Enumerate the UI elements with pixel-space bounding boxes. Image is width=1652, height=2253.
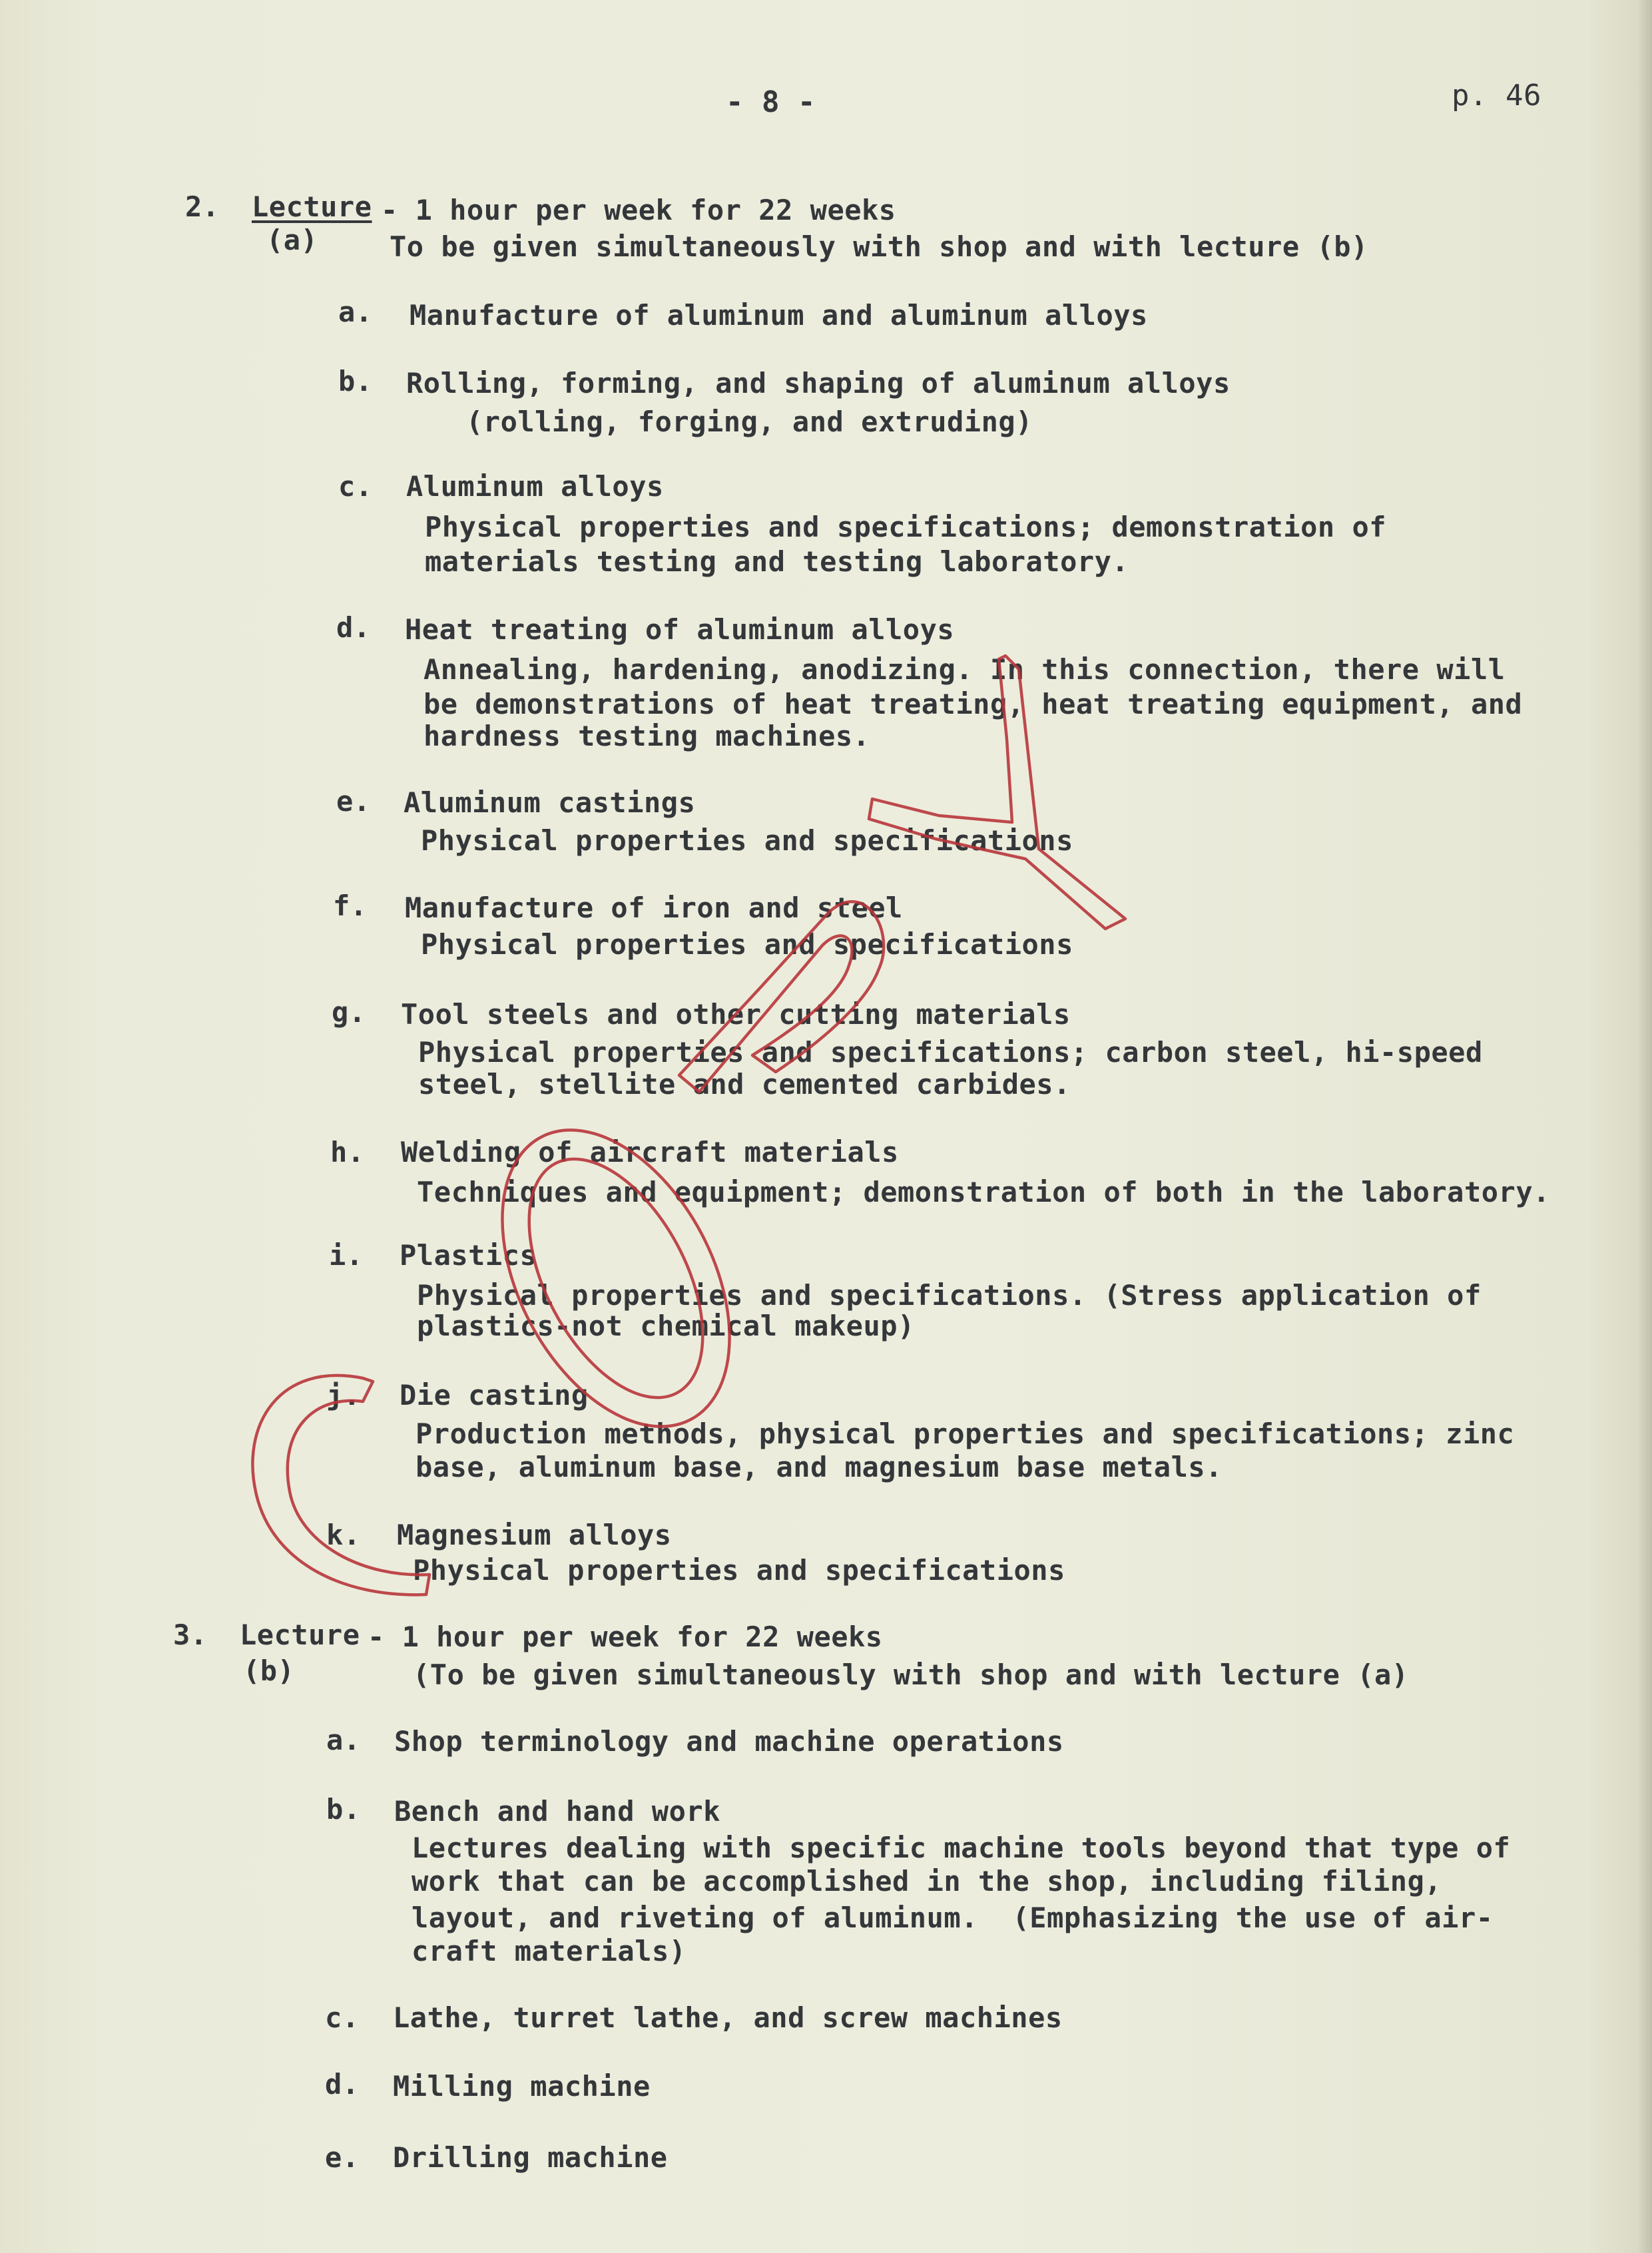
list-item-title: Bench and hand work	[394, 1795, 720, 1828]
list-item-title: Tool steels and other cutting materials	[401, 998, 1071, 1031]
list-item-letter: d.	[325, 2068, 360, 2101]
list-item-line: Production methods, physical properties and specifications; zinc	[415, 1417, 1515, 1450]
section-3-title-rest: - 1 hour per week for 22 weeks	[368, 1621, 883, 1653]
list-item-title: Welding of aircraft materials	[401, 1136, 899, 1168]
list-item-line: Physical properties and specifications. (Stress application of	[417, 1279, 1482, 1312]
section-2-note: To be given simultaneously with shop and with lecture (b)	[390, 230, 1368, 263]
page-number: - 8 -	[726, 85, 816, 119]
section-2-number: 2.	[185, 190, 220, 223]
list-item-title: Aluminum alloys	[406, 470, 664, 503]
list-item-title: Magnesium alloys	[397, 1519, 672, 1551]
list-item-line: Physical properties and specifications	[421, 928, 1073, 961]
section-3-note: (To be given simultaneously with shop and with lecture (a)	[413, 1658, 1409, 1691]
list-item-title: Die casting	[400, 1379, 589, 1411]
list-item-title: Drilling machine	[393, 2141, 668, 2174]
list-item-title: Milling machine	[393, 2070, 651, 2103]
page-reference: p. 46	[1452, 79, 1541, 113]
list-item-title: Manufacture of iron and steel	[405, 891, 903, 924]
list-item-letter: e.	[336, 785, 371, 818]
list-item-line: Techniques and equipment; demonstration of both in the laboratory.	[417, 1176, 1550, 1208]
list-item-line: Physical properties and specifications; carbon steel, hi-speed	[418, 1036, 1483, 1069]
list-item-letter: k.	[326, 1519, 361, 1551]
section-3-title: Lecture	[240, 1619, 360, 1651]
section-3-number: 3.	[173, 1619, 208, 1651]
list-item-line: hardness testing machines.	[423, 720, 870, 752]
list-item-letter: a.	[326, 1724, 361, 1756]
list-item-line: be demonstrations of heat treating, heat treating equipment, and	[423, 688, 1523, 720]
list-item-letter: c.	[325, 2001, 360, 2034]
list-item-line: materials testing and testing laboratory.	[425, 545, 1129, 578]
section-3-sub-label: (b)	[243, 1654, 295, 1687]
list-item-letter: f.	[333, 889, 368, 922]
list-item-letter: i.	[329, 1239, 364, 1272]
list-item-title: Heat treating of aluminum alloys	[405, 613, 955, 646]
section-2-sub-label: (a)	[266, 224, 318, 256]
list-item-letter: b.	[338, 365, 373, 397]
list-item-letter: g.	[332, 996, 366, 1029]
list-item-letter: a.	[338, 296, 373, 328]
list-item-title: Shop terminology and machine operations	[394, 1725, 1064, 1758]
list-item-title: Lathe, turret lathe, and screw machines	[393, 2001, 1063, 2034]
list-item-letter: d.	[336, 611, 371, 644]
list-item-title: Aluminum castings	[404, 786, 696, 819]
list-item-line: steel, stellite and cemented carbides.	[418, 1068, 1071, 1101]
list-item-letter: b.	[326, 1793, 361, 1826]
section-2-title: Lecture	[252, 190, 372, 223]
list-item-letter: h.	[330, 1136, 365, 1168]
list-item-line: (rolling, forging, and extruding)	[466, 405, 1033, 438]
list-item-letter: j.	[326, 1379, 361, 1411]
list-item-line: Physical properties and specifications; demonstration of	[425, 511, 1387, 543]
list-item-line: layout, and riveting of aluminum. (Emphasizing the use of air-	[412, 1901, 1494, 1934]
list-item-letter: c.	[338, 470, 373, 503]
list-item-letter: e.	[325, 2141, 360, 2174]
list-item-line: Annealing, hardening, anodizing. In this connection, there will	[423, 653, 1506, 686]
list-item-line: plastics-not chemical makeup)	[417, 1310, 915, 1342]
list-item-title: Rolling, forming, and shaping of aluminum alloys	[406, 367, 1231, 399]
list-item-title: Manufacture of aluminum and aluminum alloys	[410, 299, 1148, 332]
list-item-line: Physical properties and specifications	[421, 824, 1073, 857]
list-item-line: craft materials)	[412, 1935, 687, 1967]
list-item-line: Lectures dealing with specific machine tools beyond that type of	[412, 1832, 1511, 1864]
list-item-line: work that can be accomplished in the shop, including filing,	[412, 1865, 1442, 1897]
section-2-title-rest: - 1 hour per week for 22 weeks	[381, 194, 896, 226]
list-item-line: Physical properties and specifications	[413, 1554, 1065, 1587]
list-item-title: Plastics	[400, 1239, 537, 1272]
list-item-line: base, aluminum base, and magnesium base metals.	[415, 1451, 1223, 1483]
